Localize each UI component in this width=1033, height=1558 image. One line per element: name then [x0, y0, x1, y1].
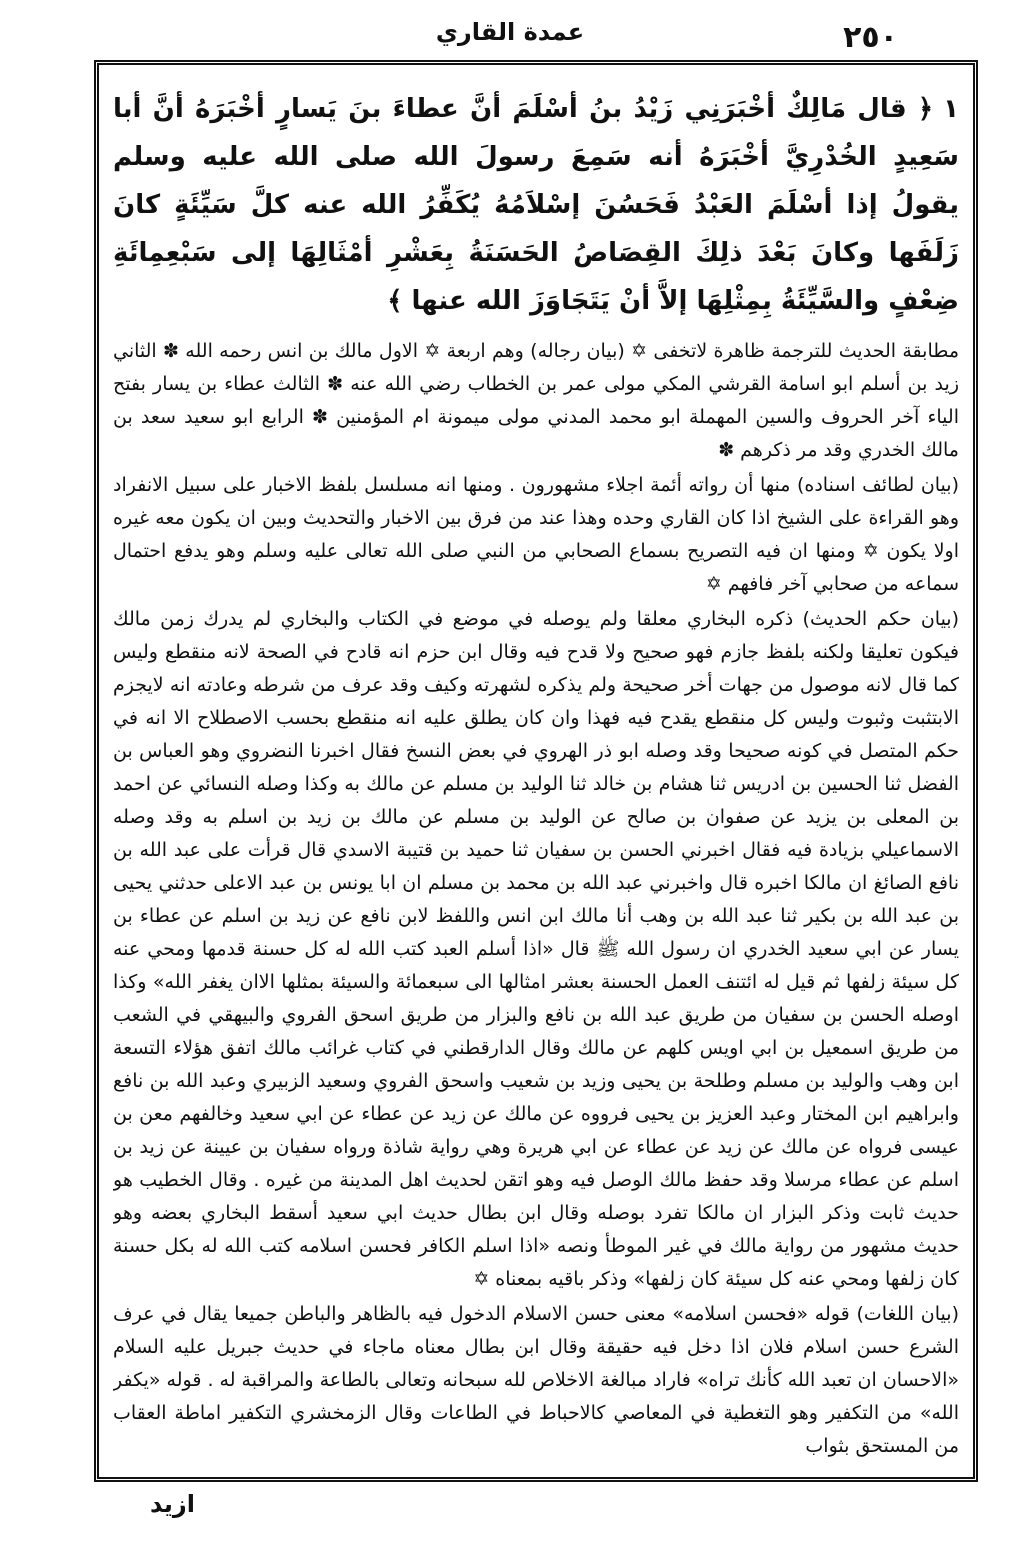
- page-number: ٢٥٠: [843, 20, 898, 55]
- commentary-paragraph: (بيان حكم الحديث) ذكره البخاري معلقا ولم يوصله في موضع في الكتاب والبخاري لم يدرك زمن مالك فيكون تعليقا ولكنه بلفظ جازم فهو صحيح ولا قدح فيه وقال ابن حزم انه قادح في الصحة لانه منقطع وليس كما قال لانه موصول من جهات أخر صحيحة ولم يذكره لشهرته وكيف وقد عرف من شرطه وعادته انه لايجزم الابتثبت وثبوت وليس كل منقطع يقدح فيه فهذا وان كان يطلق عليه انه منقطع بحسب الاصطلاح الا انه في حكم المتصل في كونه صحيحا وقد وصله ابو ذر الهروي في بعض النسخ فقال اخبرنا النضروي وهو العباس بن الفضل ثنا الحسين بن ادريس ثنا هشام بن خالد ثنا الوليد بن مسلم عن مالك به وكذا وصله النسائي عن احمد بن المعلى بن يزيد عن صفوان بن صالح عن الوليد بن مسلم عن مالك بن زيد بن اسلم به وقد وصله الاسماعيلي بزيادة فيه فقال اخبرني الحسن بن سفيان ثنا حميد بن قتيبة الاسدي قال قرأت على عبد الله بن نافع الصائغ ان مالكا اخبره قال واخبرني عبد الله بن محمد بن مسلم ان ابا يونس بن عبد الاعلى حدثني يحيى بن عبد الله بن بكير ثنا عبد الله بن وهب أنا مالك ابن انس واللفظ لابن نافع عن زيد بن اسلم عن عطاء بن يسار عن ابي سعيد الخدري ان رسول الله ﷺ قال «اذا أسلم العبد كتب الله له كل حسنة قدمها ومحي عنه كل سيئة زلفها ثم قيل له ائتنف العمل الحسنة بعشر امثالها الى سبعمائة والسيئة بمثلها الاان يغفر الله» وكذا اوصله الحسن بن سفيان من طريق عبد الله بن نافع والبزار من طريق اسحق الفروي والبيهقي في الشعب من طريق اسمعيل بن ابي اويس كلهم عن مالك وقال الدارقطني في كتاب غرائب مالك اتفق هؤلاء التسعة ابن وهب والوليد بن مسلم وطلحة بن يحيى وزيد بن شعيب واسحق الفروي وسعيد الزبيري وعبد الله بن نافع وابراهيم ابن المختار وعبد العزيز بن يحيى فرووه عن مالك عن زيد عن عطاء عن ابي سعيد وخالفهم معن بن عيسى فرواه عن مالك عن زيد عن عطاء عن ابي هريرة وهي رواية شاذة ورواه سفيان بن عيينة عن زيد بن اسلم عن عطاء مرسلا وقد حفظ مالك الوصل فيه وهو اتقن لحديث اهل المدينة من غيره . وقال الخطيب هو حديث ثابت وذكر البزار ان مالكا تفرد بوصله وقال ابن بطال حديث ابي سعيد أسقط البخاري بعضه وهو حديث مشهور من رواية مالك في غير الموطأ ونصه «اذا اسلم الكافر فحسن اسلامه كتب الله له بكل حسنة كان زلفها ومحي عنه كل سيئة كان زلفها» وذكر باقيه بمعناه ✡: [113, 608, 959, 1290]
- text-frame: [94, 60, 978, 1482]
- page-body: [113, 85, 959, 1461]
- page-header: [60, 12, 960, 58]
- commentary-paragraph: (بيان اللغات) قوله «فحسن اسلامه» معنى حسن الاسلام الدخول فيه بالظاهر والباطن جميعا يقال في عرف الشرع حسن اسلام فلان اذا دخل فيه حقيقة وقال ابن بطال معناه ماجاء في حديث جبريل عليه السلام «الاحسان ان تعبد الله كأنك تراه» فاراد مبالغة الاخلاص لله سبحانه وتعالى بالطاعة والمراقبة له . قوله «يكفر الله» من التكفير وهو التغطية في المعاصي كالاحباط في الطاعات وقال الزمخشري التكفير اماطة العقاب من المستحق بثواب: [113, 1303, 959, 1457]
- hadith-number: ١: [943, 94, 959, 124]
- hadith-block: [113, 85, 959, 325]
- commentary-paragraph: مطابقة الحديث للترجمة ظاهرة لاتخفى ✡ (بيان رجاله) وهم اربعة ✡ الاول مالك بن انس رحمه الله ✽ الثاني زيد بن أسلم ابو اسامة القرشي المكي مولى عمر بن الخطاب رضي الله عنه ✽ الثالث عطاء بن يسار بفتح الياء آخر الحروف والسين المهملة ابو محمد المدني مولى ميمونة ام المؤمنين ✽ الرابع ابو سعيد سعد بن مالك الخدري وقد مر ذكرهم ✽: [113, 340, 959, 461]
- catchword: ازيد: [150, 1490, 195, 1518]
- hadith-text: ﴿ قال مَالِكٌ أخْبَرَنِي زَيْدُ بنُ أسْلَمَ أنَّ عطاءَ بنَ يَسارٍ أخْبَرَهُ أنَّ أبا سَعِيدٍ الخُدْرِيَّ أخْبَرَهُ أنه سَمِعَ رسولَ الله صلى الله عليه وسلم يقولُ إذا أسْلَمَ العَبْدُ فَحَسُنَ إسْلاَمُهُ يُكَفِّرُ الله عنه كلَّ سَيِّئَةٍ كانَ زَلَفَها وكانَ بَعْدَ ذلِكَ القِصَاصُ الحَسَنَةُ بِعَشْرِ أمْثَالِهَا إلى سَبْعِمِائَةِ ضِعْفٍ والسَّيِّئَةُ بِمِثْلِهَا إلاَّ أنْ يَتَجَاوَزَ الله عنها ﴾: [113, 94, 959, 316]
- commentary-paragraph: (بيان لطائف اسناده) منها أن رواته أئمة اجلاء مشهورون . ومنها انه مسلسل بلفظ الاخبار على سبيل الانفراد وهو القراءة على الشيخ اذا كان القاري وحده وهذا عند من فرق بين الاخبار والتحديث وبين ان يكون معه غيره اولا يكون ✡ ومنها ان فيه التصريح بسماع الصحابي من النبي صلى الله تعالى عليه وسلم وهو يدفع احتمال سماعه من صحابي آخر فافهم ✡: [113, 474, 959, 595]
- running-title: عمدة القاري: [435, 18, 585, 46]
